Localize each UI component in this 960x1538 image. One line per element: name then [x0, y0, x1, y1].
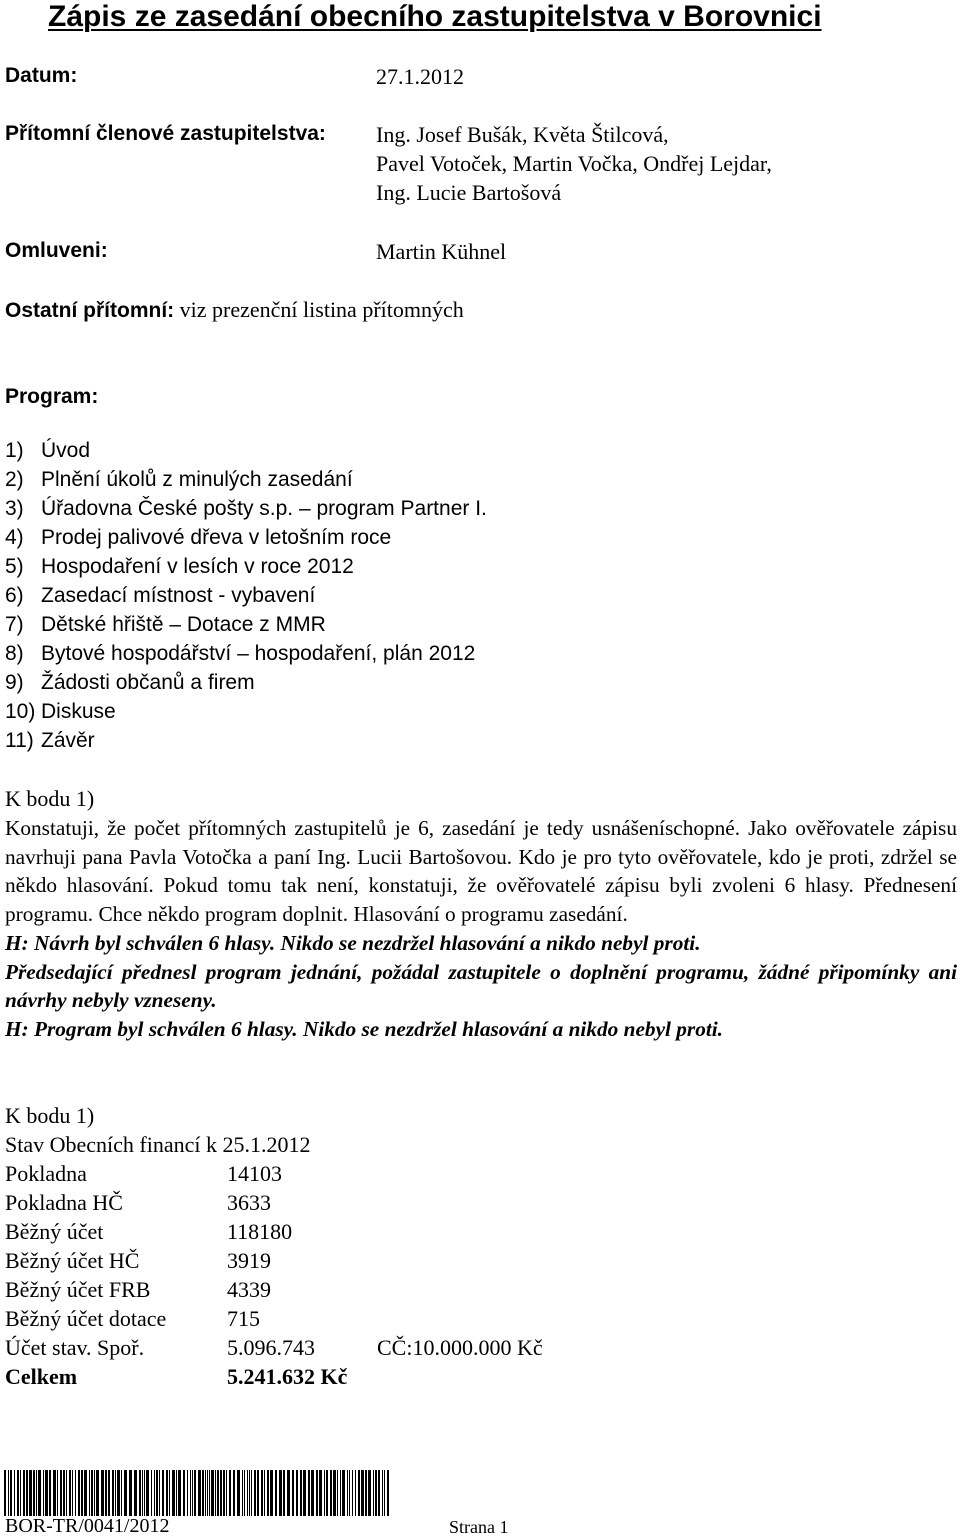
present-line: Pavel Votoček, Martin Vočka, Ondřej Lejdar,: [376, 151, 772, 176]
program-item: 3) Úřadovna České pošty s.p. – program Partner I.: [5, 497, 487, 520]
others-present: [5, 297, 464, 323]
section1-paragraph: Konstatuji, že počet přítomných zastupitelů je 6, zasedání je tedy usnášeníschopné. Jako ověřovatele zápisu navrhuji pana Pavla Votočka a paní Ing. Lucii Bartošovou. Kdo je pro tyto ověřovatele, kdo je proti, zdržel se někdo hlasování. Pokud tomu tak není, konstatuji, že ověřovatelé zápisu byli zvoleni 6 hlasy. Přednesení programu. Chce někdo program doplnit. Hlasování o programu zasedání.: [5, 816, 957, 927]
program-label: Program:: [5, 385, 99, 408]
date-value: 27.1.2012: [376, 64, 464, 89]
document-title: Zápis ze zasedání obecního zastupitelstva v Borovnici: [48, 0, 822, 33]
resolution-2: H: Program byl schválen 6 hlasy. Nikdo se nezdržel hlasování a nikdo nebyl proti.: [5, 1016, 724, 1041]
barcode-icon: [4, 1470, 392, 1516]
finance-row: Běžný účet dotace 715: [5, 1306, 260, 1331]
program-item: 8) Bytové hospodářství – hospodaření, plán 2012: [5, 642, 476, 665]
program-item: 5) Hospodaření v lesích v roce 2012: [5, 555, 354, 578]
program-item: 7) Dětské hřiště – Dotace z MMR: [5, 613, 326, 636]
others-label: Ostatní přítomní:: [5, 299, 175, 322]
section2-heading: K bodu 1): [5, 1103, 95, 1128]
others-value: viz prezenční listina přítomných: [174, 297, 464, 322]
present-line: Ing. Lucie Bartošová: [376, 180, 562, 205]
program-item: 4) Prodej palivové dřeva v letošním roce: [5, 526, 392, 549]
present-label: Přítomní členové zastupitelstva:: [5, 122, 326, 145]
program-item: 10) Diskuse: [5, 700, 116, 723]
finance-row: Pokladna 14103: [5, 1161, 282, 1186]
program-item: 9) Žádosti občanů a firem: [5, 671, 255, 694]
finance-row: Pokladna HČ 3633: [5, 1190, 271, 1215]
finance-row: Běžný účet FRB 4339: [5, 1277, 271, 1302]
finance-row: Běžný účet 118180: [5, 1219, 293, 1244]
finance-row: Běžný účet HČ 3919: [5, 1248, 271, 1273]
excused-value: Martin Kühnel: [376, 239, 507, 264]
program-item: 2) Plnění úkolů z minulých zasedání: [5, 468, 353, 491]
finance-total-row: Celkem 5.241.632 Kč: [5, 1364, 348, 1389]
page-number: Strana 1: [449, 1517, 509, 1537]
program-item: 1) Úvod: [5, 439, 91, 462]
program-item: 11) Závěr: [5, 729, 95, 752]
resolution-1: H: Návrh byl schválen 6 hlasy. Nikdo se nezdržel hlasování a nikdo nebyl proti.: [5, 930, 701, 955]
section1-heading: K bodu 1): [5, 786, 95, 811]
program-item: 6) Zasedací místnost - vybavení: [5, 584, 316, 607]
chair-note: Předsedající přednesl program jednání, požádal zastupitele o doplnění programu, žádné připomínky ani návrhy nebyly vzneseny.: [5, 959, 957, 1013]
section1-body: [5, 814, 957, 1044]
date-label: Datum:: [5, 64, 78, 87]
finance-row: Účet stav. Spoř. 5.096.743 CČ:10.000.000 Kč: [5, 1335, 543, 1360]
present-line: Ing. Josef Bušák, Květa Štilcová,: [376, 122, 669, 147]
excused-label: Omluveni:: [5, 239, 108, 262]
document-id: BOR-TR/0041/2012: [5, 1515, 170, 1537]
finances-subheading: Stav Obecních financí k 25.1.2012: [5, 1132, 311, 1157]
